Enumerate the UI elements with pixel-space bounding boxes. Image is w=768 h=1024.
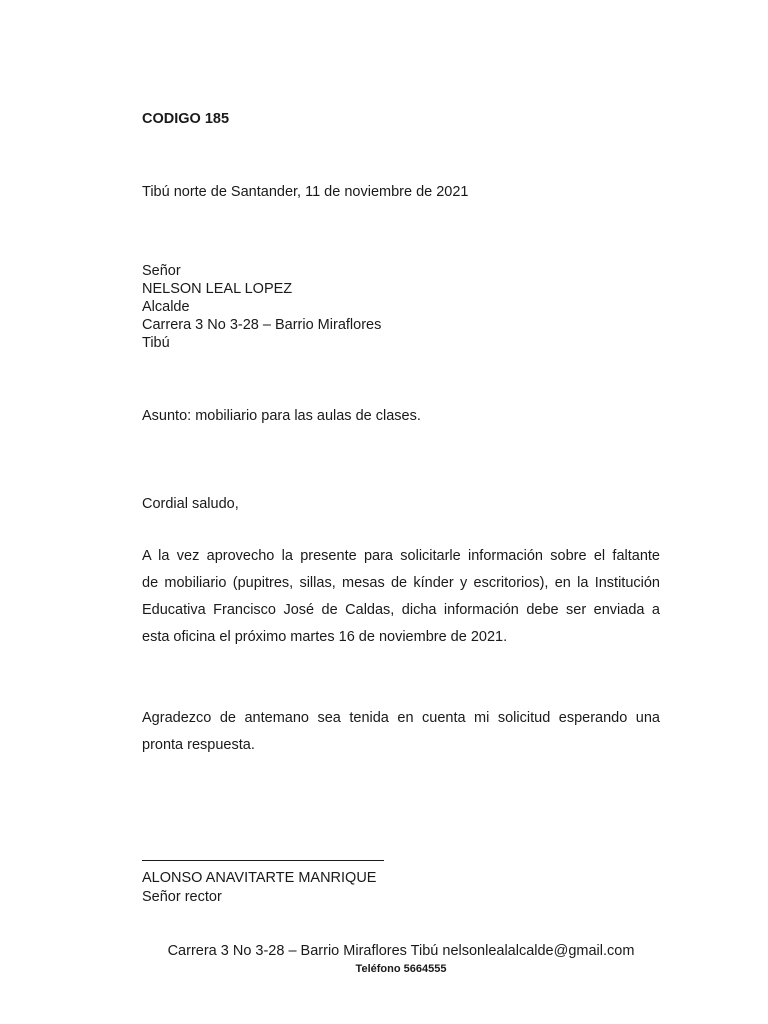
paragraph-line: pronta respuesta. xyxy=(142,737,255,753)
signature-line xyxy=(142,860,384,861)
recipient-salutation-title: Señor xyxy=(142,263,181,279)
paragraph-line: A la vez aprovecho la presente para solicitarle información sobre el faltante xyxy=(142,548,660,564)
greeting: Cordial saludo, xyxy=(142,496,239,512)
paragraph-line: esta oficina el próximo martes 16 de noviembre de 2021. xyxy=(142,629,508,645)
recipient-city: Tibú xyxy=(142,335,170,351)
paragraph-line: Agradezco de antemano sea tenida en cuenta mi solicitud esperando una xyxy=(142,710,660,726)
paragraph-line: Educativa Francisco José de Caldas, dicha información debe ser enviada a xyxy=(142,602,660,618)
recipient-address: Carrera 3 No 3-28 – Barrio Miraflores xyxy=(142,317,382,333)
footer-address: Carrera 3 No 3-28 – Barrio Miraflores Tibú nelsonlealalcalde@gmail.com xyxy=(167,943,635,959)
paragraph-line: de mobiliario (pupitres, sillas, mesas de kínder y escritorios), en la Institución xyxy=(142,575,660,591)
signer-title: Señor rector xyxy=(142,889,222,905)
recipient-block xyxy=(142,262,642,352)
body-paragraph-2 xyxy=(142,705,660,759)
recipient-name: NELSON LEAL LOPEZ xyxy=(142,281,293,297)
document-code: CODIGO 185 xyxy=(142,111,230,127)
body-paragraph-1 xyxy=(142,543,660,651)
subject-line: Asunto: mobiliario para las aulas de clases. xyxy=(142,408,421,424)
recipient-position: Alcalde xyxy=(142,299,190,315)
footer-phone: Teléfono 5664555 xyxy=(355,963,447,975)
signer-name: ALONSO ANAVITARTE MANRIQUE xyxy=(142,870,377,886)
place-and-date: Tibú norte de Santander, 11 de noviembre de 2021 xyxy=(142,184,469,200)
